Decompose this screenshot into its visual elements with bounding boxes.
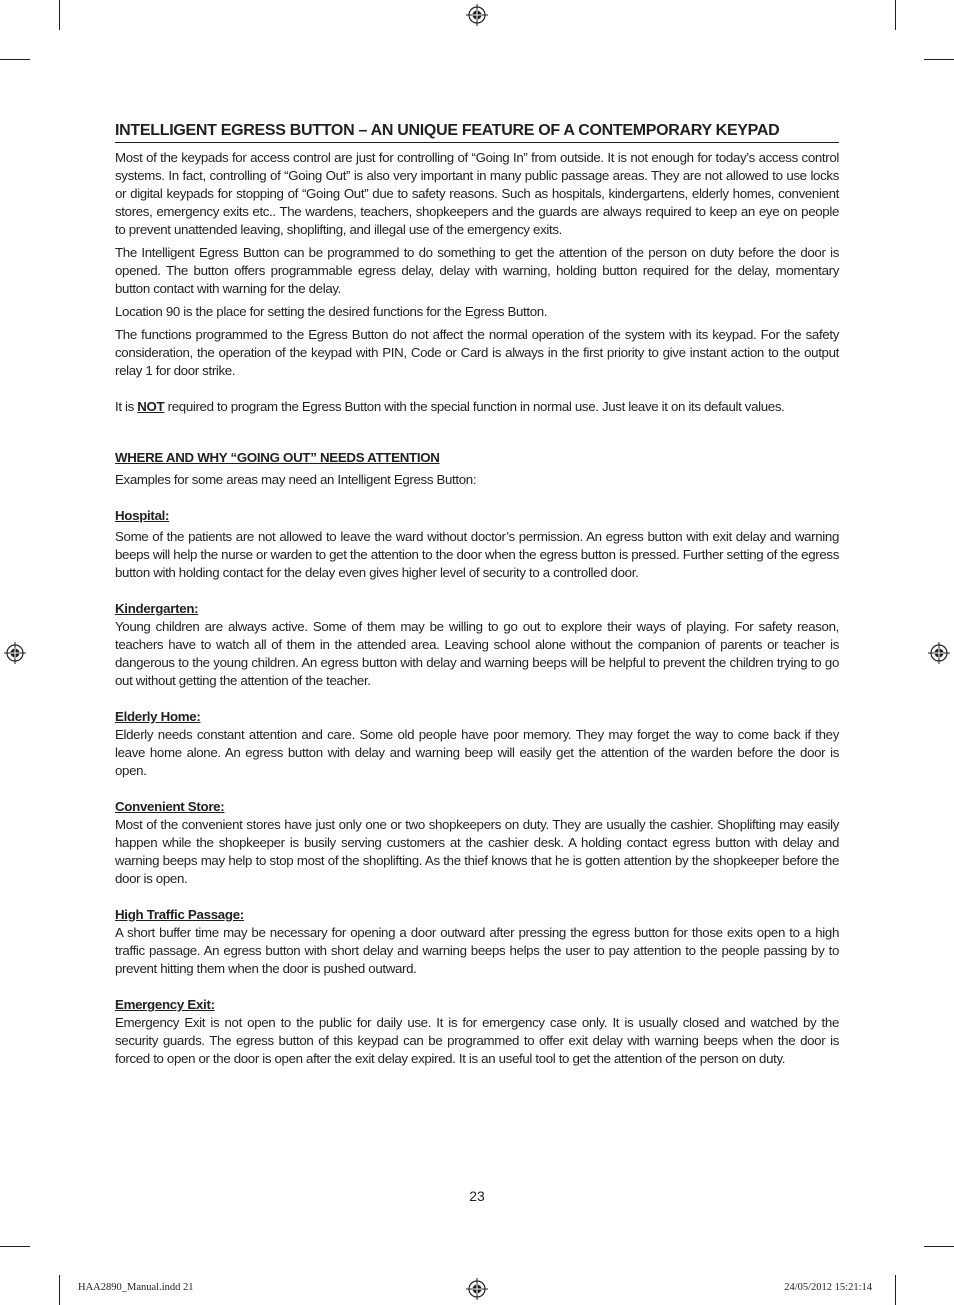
- slug-timestamp: 24/05/2012 15:21:14: [784, 1282, 872, 1293]
- section-heading: WHERE AND WHY “GOING OUT” NEEDS ATTENTION: [115, 450, 440, 465]
- registration-mark-icon: [928, 642, 950, 664]
- crop-mark: [0, 1246, 30, 1247]
- intro-paragraph: The Intelligent Egress Button can be programmed to do something to get the attention of the person on duty before the door is opened. The button offers programmable egress delay, delay with warning, holding button required for the delay, momentary button contact with warning for the delay.: [115, 245, 839, 296]
- example-text: Emergency Exit is not open to the public for daily use. It is for emergency case only. It is usually closed and watched by the security guards. The egress button of this keypad can be programmed to offer exit delay with warning beeps when the door is forced to open or the door is open after the exit delay expired. It is an useful tool to get the attention of the person on duty.: [115, 1015, 839, 1066]
- example-text: Most of the convenient stores have just only one or two shopkeepers on duty. They are usually the cashier. Shoplifting may easily happen while the shopkeeper is busily serving customers at the cashier desk. A holding contact egress button with delay and warning beeps may help to stop most of the shoplifting. As the thief knows that he is gotten attention by the shopkeeper before the door is open.: [115, 817, 839, 886]
- intro-paragraph: Location 90 is the place for setting the desired functions for the Egress Button.: [115, 304, 548, 319]
- example-high-traffic-passage: [115, 906, 839, 978]
- intro-paragraph: Most of the keypads for access control are just for controlling of “Going In” from outside. It is not enough for today’s access control systems. In fact, controlling of “Going Out” is also very important in many public passage areas. They are not allowed to use locks or digital keypads for stopping of “Going Out” due to safety reasons. Such as hospitals, kindergartens, elderly homes, convenient stores, emergency exits etc.. The wardens, teachers, shopkeepers and the guards are always required to keep an eye on people to prevent unattended leaving, shoplifting, and illegal use of the emergency exits.: [115, 150, 839, 237]
- note-lead: It is: [115, 399, 138, 414]
- section-intro: Examples for some areas may need an Intelligent Egress Button:: [115, 472, 477, 487]
- note-rest: required to program the Egress Button with the special function in normal use. Just leave it on its default values.: [164, 399, 785, 414]
- slug-filename: HAA2890_Manual.indd 21: [78, 1282, 194, 1293]
- note-paragraph: [115, 398, 839, 416]
- example-heading: Kindergarten:: [115, 601, 199, 616]
- example-text: Elderly needs constant attention and care. Some old people have poor memory. They may forget the way to come back if they leave home alone. An egress button with delay and warning beep will easily get the attention of the warden before the door is open.: [115, 727, 839, 778]
- crop-mark: [924, 59, 954, 60]
- spacer: [115, 385, 839, 398]
- crop-mark: [924, 1246, 954, 1247]
- example-hospital: [115, 507, 839, 582]
- note-emphasis: NOT: [137, 399, 165, 414]
- example-emergency-exit: [115, 996, 839, 1068]
- registration-mark-icon: [466, 1278, 488, 1300]
- spacer: [115, 695, 839, 708]
- example-heading: Hospital:: [115, 508, 170, 523]
- page-content: [115, 122, 839, 1073]
- spacer: [115, 494, 839, 507]
- crop-mark: [895, 1275, 896, 1305]
- example-heading: Emergency Exit:: [115, 997, 215, 1012]
- spacer: [115, 587, 839, 600]
- example-text: Some of the patients are not allowed to leave the ward without doctor’s permission. An egress button with exit delay and warning beeps will help the nurse or warden to get the attention to the door when the egress button is pressed. Further setting of the egress button with holding contact for the delay even gives higher level of security to a controlled door.: [115, 529, 839, 580]
- page-number: 23: [469, 1188, 485, 1204]
- crop-mark: [895, 0, 896, 30]
- example-text: Young children are always active. Some of them may be willing to go out to explore their ways of playing. For safety reason, teachers have to watch all of them in the attended area. Leaving school alone without the companion of parents or teacher is dangerous to the young children. An egress button with delay and warning beeps will be helpful to prevent the children trying to go out without getting the attention of the teacher.: [115, 619, 839, 688]
- example-text: A short buffer time may be necessary for opening a door outward after pressing the egress button for those exits open to a high traffic passage. An egress button with short delay and warning beeps helps the user to pay attention to the people passing by to prevent hitting them when the door is pushed outward.: [115, 925, 839, 976]
- intro-paragraph: The functions programmed to the Egress Button do not affect the normal operation of the system with its keypad. For the safety consideration, the operation of the keypad with PIN, Code or Card is always in the first priority to give instant action to the output relay 1 for door strike.: [115, 327, 839, 378]
- example-convenient-store: [115, 798, 839, 888]
- example-heading: High Traffic Passage:: [115, 907, 244, 922]
- spacer: [115, 785, 839, 798]
- example-kindergarten: [115, 600, 839, 690]
- crop-mark: [59, 0, 60, 30]
- example-heading: Convenient Store:: [115, 799, 225, 814]
- registration-mark-icon: [4, 642, 26, 664]
- crop-mark: [0, 59, 30, 60]
- spacer: [115, 421, 839, 449]
- page-title: INTELLIGENT EGRESS BUTTON – AN UNIQUE FEATURE OF A CONTEMPORARY KEYPAD: [115, 122, 839, 143]
- spacer: [115, 983, 839, 996]
- registration-mark-icon: [466, 4, 488, 26]
- example-heading: Elderly Home:: [115, 709, 201, 724]
- spacer: [115, 893, 839, 906]
- example-elderly-home: [115, 708, 839, 780]
- crop-mark: [59, 1275, 60, 1305]
